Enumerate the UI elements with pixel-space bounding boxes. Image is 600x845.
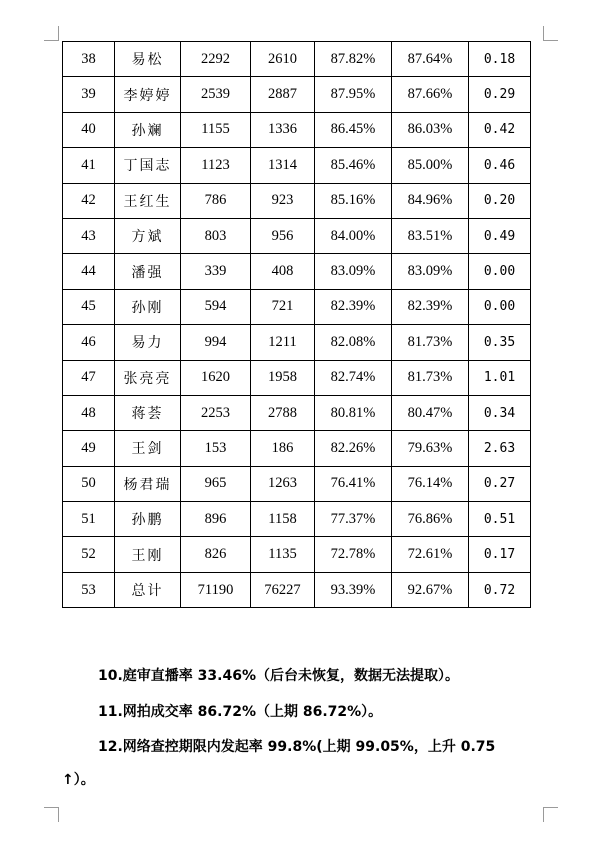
name-cell: 孙鹏 — [115, 502, 181, 537]
rank-cell: 47 — [63, 360, 115, 395]
total-cell: 721 — [251, 289, 315, 324]
completed-cell: 2539 — [181, 77, 251, 112]
completed-cell: 1123 — [181, 148, 251, 183]
current-rate-cell: 82.26% — [315, 431, 392, 466]
page-corner-mark-top-left — [44, 26, 59, 41]
rank-cell: 42 — [63, 183, 115, 218]
current-rate-cell: 86.45% — [315, 112, 392, 147]
table-row — [63, 42, 531, 77]
name-cell: 杨君瑞 — [115, 466, 181, 501]
previous-rate-cell: 83.51% — [392, 218, 469, 253]
previous-rate-cell: 86.03% — [392, 112, 469, 147]
table-row — [63, 148, 531, 183]
table-row — [63, 254, 531, 289]
previous-rate-cell: 83.09% — [392, 254, 469, 289]
rank-cell: 46 — [63, 325, 115, 360]
rank-cell: 48 — [63, 395, 115, 430]
previous-rate-cell: 79.63% — [392, 431, 469, 466]
completed-cell: 786 — [181, 183, 251, 218]
rank-cell: 52 — [63, 537, 115, 572]
total-cell: 408 — [251, 254, 315, 289]
table-row — [63, 360, 531, 395]
completed-cell: 2292 — [181, 42, 251, 77]
total-cell: 1211 — [251, 325, 315, 360]
previous-rate-cell: 76.86% — [392, 502, 469, 537]
total-cell: 923 — [251, 183, 315, 218]
name-cell: 王刚 — [115, 537, 181, 572]
name-cell: 方斌 — [115, 218, 181, 253]
paragraph-12-line-2: ↑）。 — [62, 772, 95, 788]
paragraph-10: 10.庭审直播率 33.46%（后台未恢复，数据无法提取）。 — [98, 668, 459, 684]
completed-cell: 594 — [181, 289, 251, 324]
name-cell: 孙斓 — [115, 112, 181, 147]
change-cell: 0.17 — [469, 537, 531, 572]
page-corner-mark-bottom-left — [44, 807, 59, 822]
completed-cell: 994 — [181, 325, 251, 360]
previous-rate-cell: 80.47% — [392, 395, 469, 430]
rank-cell: 40 — [63, 112, 115, 147]
total-cell: 1314 — [251, 148, 315, 183]
current-rate-cell: 82.39% — [315, 289, 392, 324]
total-cell: 1158 — [251, 502, 315, 537]
total-cell: 2788 — [251, 395, 315, 430]
current-rate-cell: 76.41% — [315, 466, 392, 501]
page-corner-mark-bottom-right — [543, 807, 558, 822]
completed-cell: 896 — [181, 502, 251, 537]
previous-rate-cell: 81.73% — [392, 325, 469, 360]
current-rate-cell: 93.39% — [315, 572, 392, 607]
table-row — [63, 218, 531, 253]
name-cell: 蒋荟 — [115, 395, 181, 430]
current-rate-cell: 87.95% — [315, 77, 392, 112]
total-cell: 186 — [251, 431, 315, 466]
name-cell: 总计 — [115, 572, 181, 607]
current-rate-cell: 87.82% — [315, 42, 392, 77]
paragraph-11: 11.网拍成交率 86.72%（上期 86.72%）。 — [98, 704, 383, 720]
table-row — [63, 466, 531, 501]
name-cell: 李婷婷 — [115, 77, 181, 112]
total-cell: 1263 — [251, 466, 315, 501]
current-rate-cell: 77.37% — [315, 502, 392, 537]
table-row — [63, 572, 531, 607]
rank-cell: 49 — [63, 431, 115, 466]
change-cell: 2.63 — [469, 431, 531, 466]
current-rate-cell: 84.00% — [315, 218, 392, 253]
current-rate-cell: 80.81% — [315, 395, 392, 430]
previous-rate-cell: 84.96% — [392, 183, 469, 218]
change-cell: 0.35 — [469, 325, 531, 360]
rank-cell: 44 — [63, 254, 115, 289]
change-cell: 0.42 — [469, 112, 531, 147]
total-cell: 76227 — [251, 572, 315, 607]
table-row — [63, 112, 531, 147]
completed-cell: 965 — [181, 466, 251, 501]
change-cell: 0.00 — [469, 289, 531, 324]
change-cell: 1.01 — [469, 360, 531, 395]
completed-cell: 71190 — [181, 572, 251, 607]
total-cell: 956 — [251, 218, 315, 253]
name-cell: 潘强 — [115, 254, 181, 289]
current-rate-cell: 83.09% — [315, 254, 392, 289]
table-row — [63, 502, 531, 537]
name-cell: 孙刚 — [115, 289, 181, 324]
completed-cell: 339 — [181, 254, 251, 289]
previous-rate-cell: 92.67% — [392, 572, 469, 607]
previous-rate-cell: 82.39% — [392, 289, 469, 324]
current-rate-cell: 85.46% — [315, 148, 392, 183]
table-row — [63, 431, 531, 466]
total-cell: 2610 — [251, 42, 315, 77]
completed-cell: 803 — [181, 218, 251, 253]
change-cell: 0.46 — [469, 148, 531, 183]
previous-rate-cell: 72.61% — [392, 537, 469, 572]
previous-rate-cell: 85.00% — [392, 148, 469, 183]
ranking-table — [62, 41, 531, 608]
table-row — [63, 183, 531, 218]
current-rate-cell: 82.74% — [315, 360, 392, 395]
completed-cell: 153 — [181, 431, 251, 466]
table-row — [63, 325, 531, 360]
name-cell: 易松 — [115, 42, 181, 77]
total-cell: 1135 — [251, 537, 315, 572]
rank-cell: 39 — [63, 77, 115, 112]
rank-cell: 50 — [63, 466, 115, 501]
change-cell: 0.00 — [469, 254, 531, 289]
rank-cell: 45 — [63, 289, 115, 324]
total-cell: 1336 — [251, 112, 315, 147]
previous-rate-cell: 87.64% — [392, 42, 469, 77]
change-cell: 0.49 — [469, 218, 531, 253]
total-cell: 2887 — [251, 77, 315, 112]
completed-cell: 826 — [181, 537, 251, 572]
table-row — [63, 537, 531, 572]
previous-rate-cell: 81.73% — [392, 360, 469, 395]
name-cell: 王红生 — [115, 183, 181, 218]
table-row — [63, 77, 531, 112]
table-row — [63, 289, 531, 324]
table-body — [63, 42, 531, 608]
change-cell: 0.51 — [469, 502, 531, 537]
rank-cell: 53 — [63, 572, 115, 607]
total-cell: 1958 — [251, 360, 315, 395]
current-rate-cell: 72.78% — [315, 537, 392, 572]
change-cell: 0.18 — [469, 42, 531, 77]
change-cell: 0.29 — [469, 77, 531, 112]
page-corner-mark-top-right — [543, 26, 558, 41]
name-cell: 王剑 — [115, 431, 181, 466]
paragraph-12-line-1: 12.网络查控期限内发起率 99.8%(上期 99.05%，上升 0.75 — [98, 739, 496, 755]
rank-cell: 43 — [63, 218, 115, 253]
rank-cell: 51 — [63, 502, 115, 537]
rank-cell: 38 — [63, 42, 115, 77]
change-cell: 0.20 — [469, 183, 531, 218]
name-cell: 张亮亮 — [115, 360, 181, 395]
current-rate-cell: 82.08% — [315, 325, 392, 360]
current-rate-cell: 85.16% — [315, 183, 392, 218]
change-cell: 0.27 — [469, 466, 531, 501]
completed-cell: 2253 — [181, 395, 251, 430]
completed-cell: 1620 — [181, 360, 251, 395]
name-cell: 丁国志 — [115, 148, 181, 183]
previous-rate-cell: 76.14% — [392, 466, 469, 501]
table-row — [63, 395, 531, 430]
completed-cell: 1155 — [181, 112, 251, 147]
change-cell: 0.72 — [469, 572, 531, 607]
change-cell: 0.34 — [469, 395, 531, 430]
name-cell: 易力 — [115, 325, 181, 360]
rank-cell: 41 — [63, 148, 115, 183]
previous-rate-cell: 87.66% — [392, 77, 469, 112]
